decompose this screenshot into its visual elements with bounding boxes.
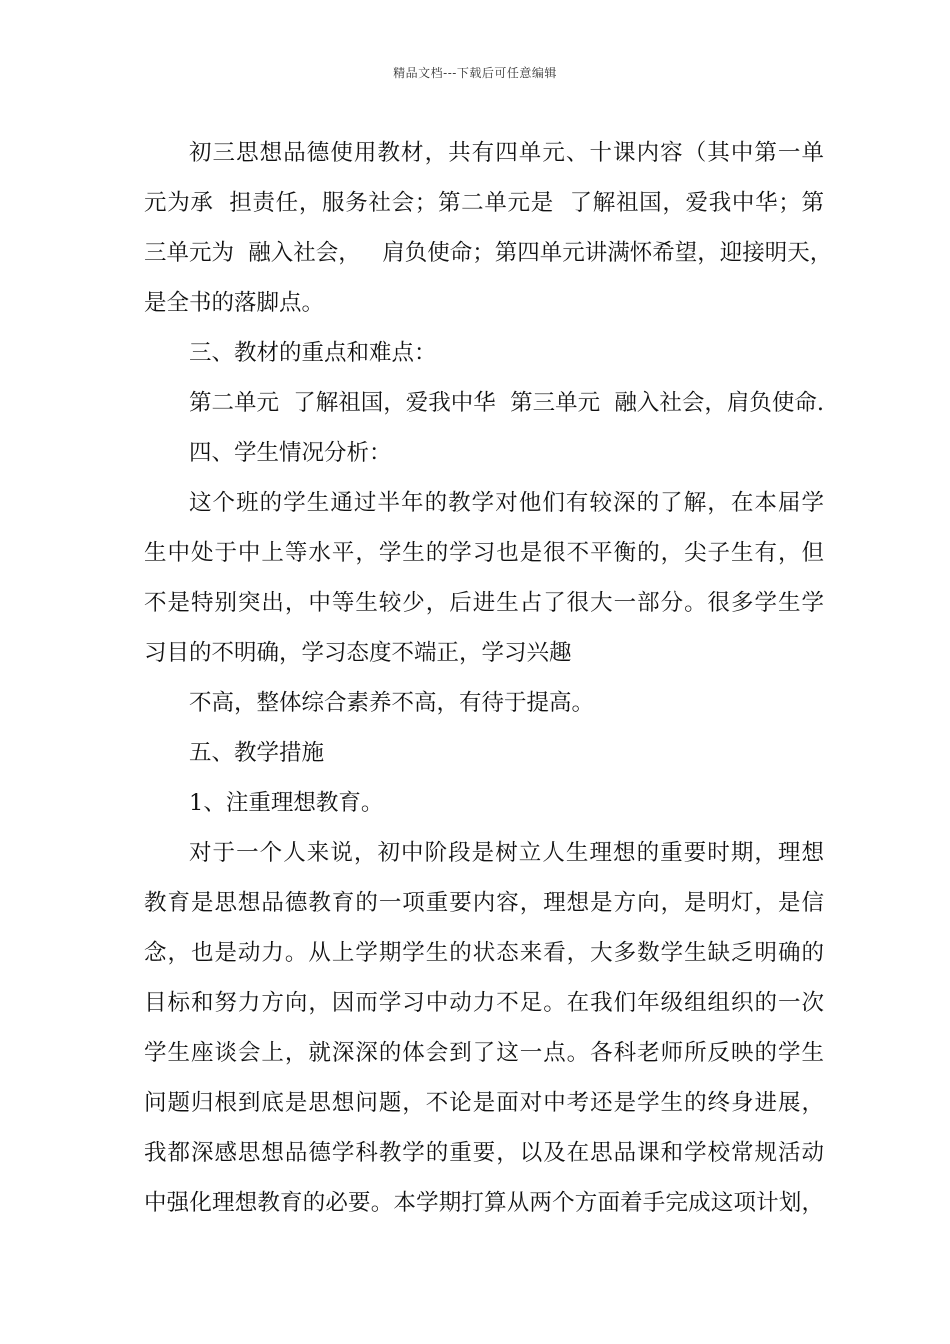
text-line: 念，也是动力。从上学期学生的状态来看，大多数学生缺乏明确的 — [144, 940, 824, 966]
text-line: 习目的不明确，学习态度不端正，学习兴趣 — [144, 640, 572, 666]
text-line: 我都深感思想品德学科教学的重要，以及在思品课和学校常规活动 — [144, 1140, 824, 1166]
text-line: 对于一个人来说，初中阶段是树立人生理想的重要时期，理想 — [189, 840, 824, 866]
text-line: 不高，整体综合素养不高，有待于提高。 — [189, 690, 595, 716]
text-line: 中强化理想教育的必要。本学期打算从两个方面着手完成这项计划， — [144, 1190, 824, 1216]
section-heading: 五、教学措施 — [189, 740, 325, 766]
text-line: 三单元为 融入社会， 肩负使命；第四单元讲满怀希望，迎接明天， — [144, 240, 833, 266]
section-heading: 三、教材的重点和难点： — [189, 340, 437, 366]
text-line: 元为承 担责任，服务社会；第二单元是 了解祖国，爱我中华；第 — [144, 190, 824, 216]
section-heading: 四、学生情况分析： — [189, 440, 392, 466]
text-line: 是全书的落脚点。 — [144, 290, 325, 316]
text-line: 目标和努力方向，因而学习中动力不足。在我们年级组组织的一次 — [144, 990, 824, 1016]
text-line: 初三思想品德使用教材，共有四单元、十课内容（其中第一单 — [189, 140, 824, 166]
document-body — [144, 131, 833, 1231]
text-line: 不是特别突出，中等生较少，后进生占了很大一部分。很多学生学 — [144, 590, 824, 616]
text-line: 生中处于中上等水平，学生的学习也是很不平衡的，尖子生有，但 — [144, 540, 824, 566]
subsection-heading: 1、注重理想教育。 — [189, 790, 384, 816]
text-line: 问题归根到底是思想问题，不论是面对中考还是学生的终身进展， — [144, 1090, 824, 1116]
text-line: 教育是思想品德教育的一项重要内容，理想是方向，是明灯，是信 — [144, 890, 824, 916]
text-line: 学生座谈会上，就深深的体会到了这一点。各科老师所反映的学生 — [144, 1040, 824, 1066]
text-line: 这个班的学生通过半年的教学对他们有较深的了解，在本届学 — [189, 490, 824, 516]
page-header: 精品文档---下载后可任意编辑 — [393, 66, 557, 80]
text-line: 第二单元 了解祖国，爱我中华 第三单元 融入社会，肩负使命. — [189, 390, 825, 416]
